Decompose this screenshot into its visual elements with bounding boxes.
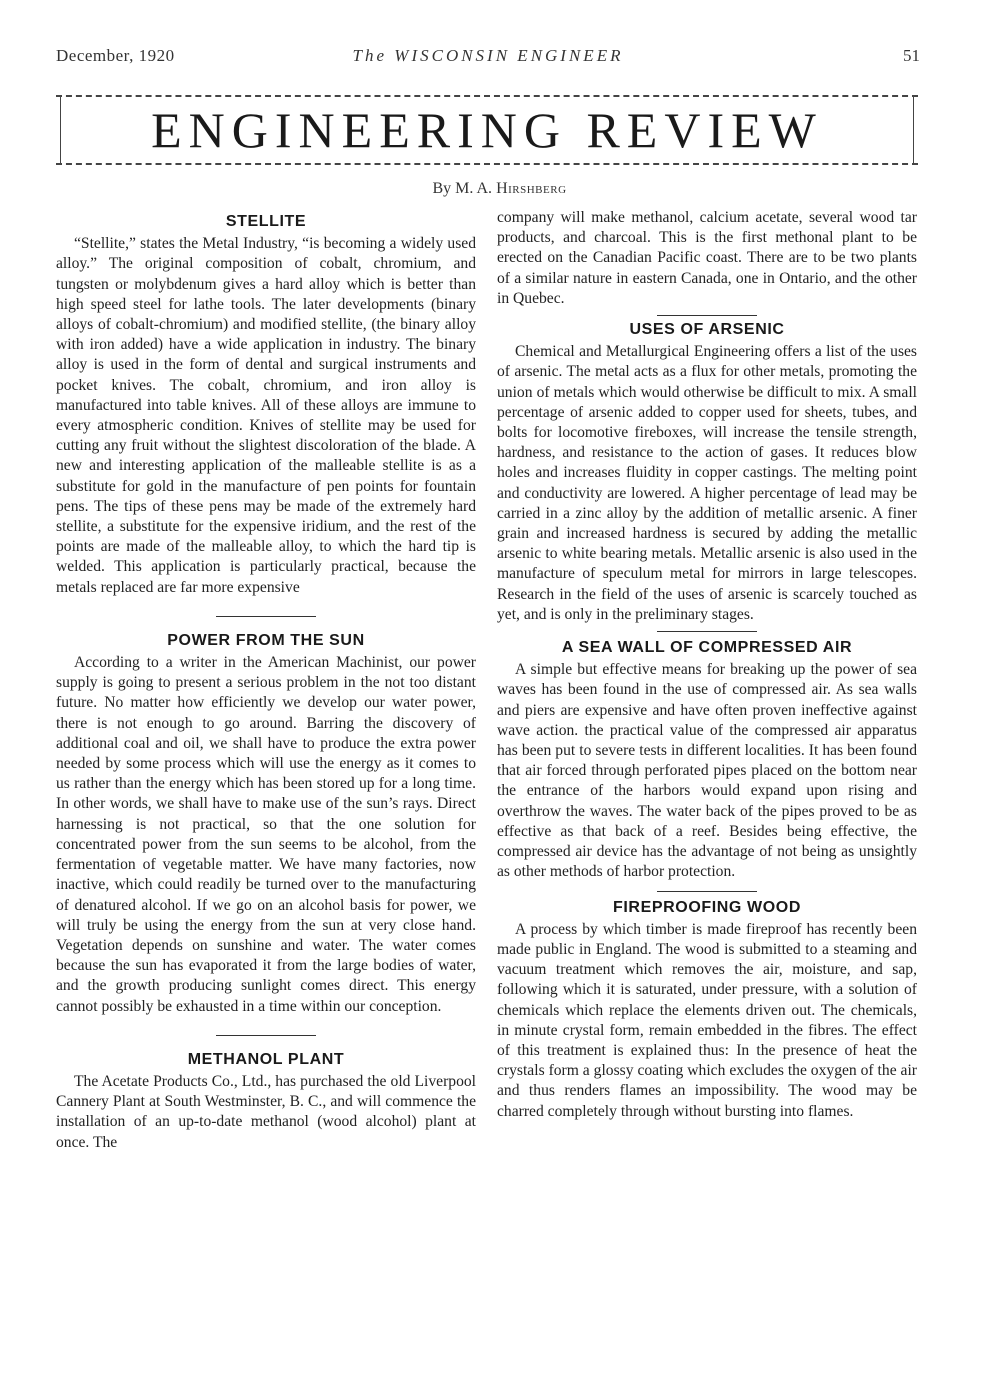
article-body: The Acetate Products Co., Ltd., has purchased the old Liverpool Cannery Plant at South Westminster, B. C., and will commence the installation of an up-to-date methanol (wood alcohol) plant at once. The (56, 1072, 476, 1151)
running-head (56, 46, 920, 70)
article-body: A process by which timber is made fireproof has recently been made public in England. The wood is submitted to a steaming and vacuum treatment which removes the air, moisture, and sap, following which it is saturated, under pressure, with a solution of chemicals which replace the elements driven out. The chemicals, in minute crystal form, remain embedded in the fibres. The effect of this treatment is explained thus: In the presence of heat the crystals form a glossy coating which excludes the oxygen of the air and thus renders flames an impossibility. The wood may be charred completely through without bursting into flames. (497, 920, 917, 1120)
left-column (56, 208, 476, 1153)
banner-bottom-rule (56, 163, 918, 165)
publication-title: The WISCONSIN ENGINEER (352, 46, 624, 65)
article-power-from-sun (56, 631, 476, 1017)
article-heading: USES OF ARSENIC (629, 321, 785, 339)
right-column (497, 208, 917, 1122)
article-stellite (56, 212, 476, 598)
article-heading: STELLITE (225, 213, 307, 230)
section-divider (216, 1035, 316, 1036)
section-divider (657, 315, 757, 316)
article-methanol-plant-continued (497, 208, 917, 309)
section-divider (657, 631, 757, 632)
article-fireproofing-wood (497, 898, 917, 1122)
article-sea-wall (497, 638, 917, 882)
article-body-continued: company will make methanol, calcium acetate, several wood tar products, and charcoal. This is the first methonal plant to be erected on the Canadian Pacific coast. There are to be two plants of a similar nature in eastern Canada, one in Ontario, and the other in Quebec. (497, 209, 917, 307)
article-body: “Stellite,” states the Metal Industry, “is becoming a widely used alloy.” The original composition of cobalt, chromium, and tungsten or molybdenum gives a hard alloy which is better than high speed steel for lathe tools. The later developments (binary alloys of cobalt-chromium) and modified stellite, (the binary alloy with iron added) have a wide application in industry. The binary alloy is used in the form of dental and surgical instruments and pocket knives. The cobalt, chromium, and iron alloy is manufactured into table knives. All of these alloys are immune to every atmospheric condition. Knives of stellite may be used for cutting any fruit without the slightest discoloration of the blade. A new and interesting application of the malleable stellite is as a substitute for gold in the manufacture of pen points for fountain pens. The tips of these pens may be made of the extremely hard stellite, a substitute for the expensive iridium, and the rest of the points are made of the malleable alloy, to which the hard tip is welded. This application is particularly practical, because the metals replaced are far more expensive (56, 235, 476, 596)
article-methanol-plant (56, 1050, 476, 1153)
byline (0, 180, 999, 198)
article-body: According to a writer in the American Machinist, our power supply is going to present a serious problem in the not too distant future. No matter how efficiently we develop our water power, there is not enough to go around. Barring the discovery of additional coal and oil, we shall have to produce the extra power needed by some process which will use the energy as it comes to us rather than the energy which has been stored up for a long time. In other words, we shall have to make use of the sun’s rays. Direct harnessing is not practical, so that the one solution for concentrated power from the sun seems to be alcohol, from the fermentation of vegetable matter. We have many factories, now inactive, which could readily be turned over to the manufacturing of denatured alcohol. If we go on an alcohol basis for power, we will truly be using the energy from the sun at very close hand. Vegetation depends on sunshine and water. The water comes because the sun has evaporated it from the large bodies of water, and the growth producing sunlight comes direct. This energy cannot possibly be exhausted in a time within our conception. (56, 654, 476, 1015)
banner-top-rule (56, 95, 918, 97)
article-heading: METHANOL PLANT (187, 1050, 345, 1068)
byline-author: Hirshberg (496, 180, 567, 197)
section-divider (657, 891, 757, 892)
page-number: 51 (903, 46, 920, 65)
issue-date: December, 1920 (56, 46, 175, 65)
article-heading: A SEA WALL OF COMPRESSED AIR (561, 639, 853, 657)
byline-prefix: By M. A. (432, 180, 493, 197)
article-heading: POWER FROM THE SUN (167, 631, 365, 649)
article-uses-of-arsenic (497, 320, 917, 625)
article-body: Chemical and Metallurgical Engineering offers a list of the uses of arsenic. The metal acts as a flux for other metals, promoting the union of metals which would otherwise be difficult to mix. A small percentage of arsenic added to copper used for sheets, tubes, and bolts for locomotive fireboxes, will increase the tensile strength, hardness, and resistance to the action of gases. It reduces blow holes and increases fluidity in copper castings. The melting point and conductivity are lowered. A higher percentage of lead may be carried in a zinc alloy by the addition of metallic arsenic. A finer grain and increased hardness is secured by adding the metallic arsenic to white bearing metals. Metallic arsenic is also used in the manufacture of speculum metal for mirrors in large telescopes. Research in the field of the uses of arsenic is scarcely touched as yet, and is only in the preliminary stages. (497, 343, 917, 623)
section-divider (216, 616, 316, 617)
section-banner (56, 89, 918, 169)
article-body: A simple but effective means for breaking up the power of sea waves has been found in the use of compressed air. As sea walls and piers are expensive and have often proven ineffective against wave action. the practical value of the compressed air apparatus has been put to severe tests in different localities. It has been found that air forced through perforated pipes placed on the bottom near the entrance of the harbors would expand upon rising and overthrow the waves. The water back of the pipes proved to be as effective as that back of a reef. Besides being effective, the compressed air device has the advantage of not being as unsightly as other methods of harbor protection. (497, 661, 917, 881)
section-title: ENGINEERING REVIEW (151, 102, 823, 158)
article-heading: FIREPROOFING WOOD (613, 898, 801, 916)
